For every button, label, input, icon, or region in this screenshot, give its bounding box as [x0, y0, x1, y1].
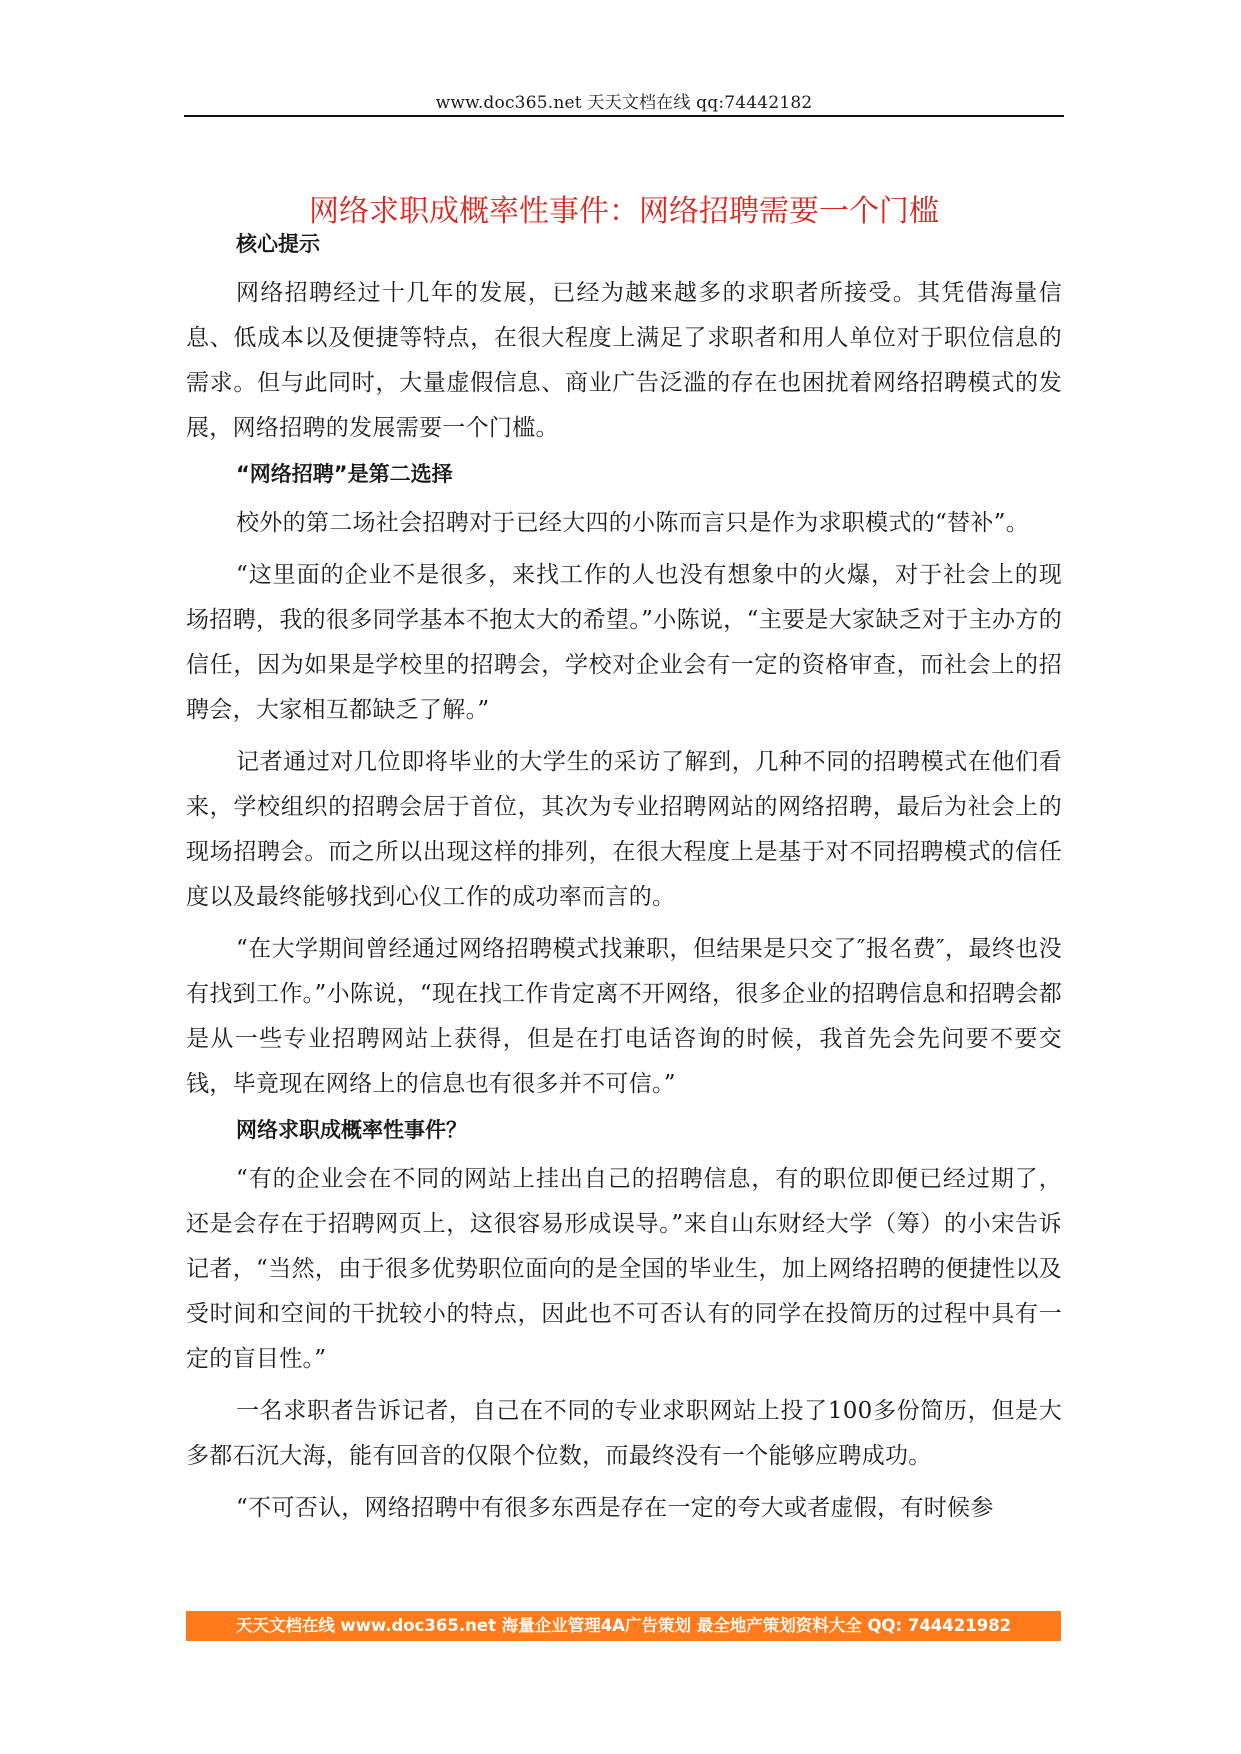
section-second-choice: [186, 458, 1062, 1107]
paragraph: 记者通过对几位即将毕业的大学生的采访了解到，几种不同的招聘模式在他们看来，学校组织的招聘会居于首位，其次为专业招聘网站的网络招聘，最后为社会上的现场招聘会。而之所以出现这样的排列，在很大程度上是基于对不同招聘模式的信任度以及最终能够找到心仪工作的成功率而言的。: [186, 749, 1062, 910]
header-rule: [184, 115, 1064, 117]
paragraph: “有的企业会在不同的网站上挂出自己的招聘信息，有的职位即便已经过期了，还是会存在于招聘网页上，这很容易形成误导。”来自山东财经大学（筹）的小宋告诉记者，“当然，由于很多优势职位面向的是全国的毕业生，加上网络招聘的便捷性以及受时间和空间的干扰较小的特点，因此也不可否认有的同学在投简历的过程中具有一定的盲目性。”: [186, 1166, 1062, 1372]
paragraph: “不可否认，网络招聘中有很多东西是存在一定的夸大或者虚假，有时候参: [236, 1495, 994, 1521]
section-heading: 核心提示: [236, 232, 320, 256]
page-header: www.doc365.net 天天文档在线 qq:74442182: [435, 93, 813, 113]
footer-banner: 天天文档在线 www.doc365.net 海量企业管理4A广告策划 最全地产策划资料大全 QQ: 744421982: [186, 1611, 1061, 1641]
paragraph: “在大学期间曾经通过网络招聘模式找兼职，但结果是只交了″报名费″，最终也没有找到工作。”小陈说，“现在找工作肯定离不开网络，很多企业的招聘信息和招聘会都是从一些专业招聘网站上获得，但是在打电话咨询的时候，我首先会先问要不要交钱，毕竟现在网络上的信息也有很多并不可信。”: [186, 936, 1062, 1097]
paragraph: 一名求职者告诉记者，自己在不同的专业求职网站上投了100多份简历，但是大多都石沉大海，能有回音的仅限个位数，而最终没有一个能够应聘成功。: [186, 1398, 1062, 1469]
paragraph: “这里面的企业不是很多，来找工作的人也没有想象中的火爆，对于社会上的现场招聘，我的很多同学基本不抱太大的希望。”小陈说，“主要是大家缺乏对于主办方的信任，因为如果是学校里的招聘会，学校对企业会有一定的资格审查，而社会上的招聘会，大家相互都缺乏了解。”: [186, 562, 1062, 723]
paragraph: 网络招聘经过十几年的发展，已经为越来越多的求职者所接受。其凭借海量信息、低成本以及便捷等特点，在很大程度上满足了求职者和用人单位对于职位信息的需求。但与此同时，大量虚假信息、商业广告泛滥的存在也困扰着网络招聘模式的发展，网络招聘的发展需要一个门槛。: [186, 280, 1062, 441]
section-heading: 网络求职成概率性事件？: [236, 1118, 467, 1142]
document-title: 网络求职成概率性事件：网络招聘需要一个门槛: [309, 194, 939, 230]
section-probability-event: [186, 1114, 1062, 1531]
section-heading: “网络招聘”是第二选择: [236, 462, 453, 486]
section-core-tips: [186, 228, 1062, 451]
document-body: [186, 228, 1062, 1538]
paragraph: 校外的第二场社会招聘对于已经大四的小陈而言只是作为求职模式的“替补”。: [236, 510, 1030, 536]
